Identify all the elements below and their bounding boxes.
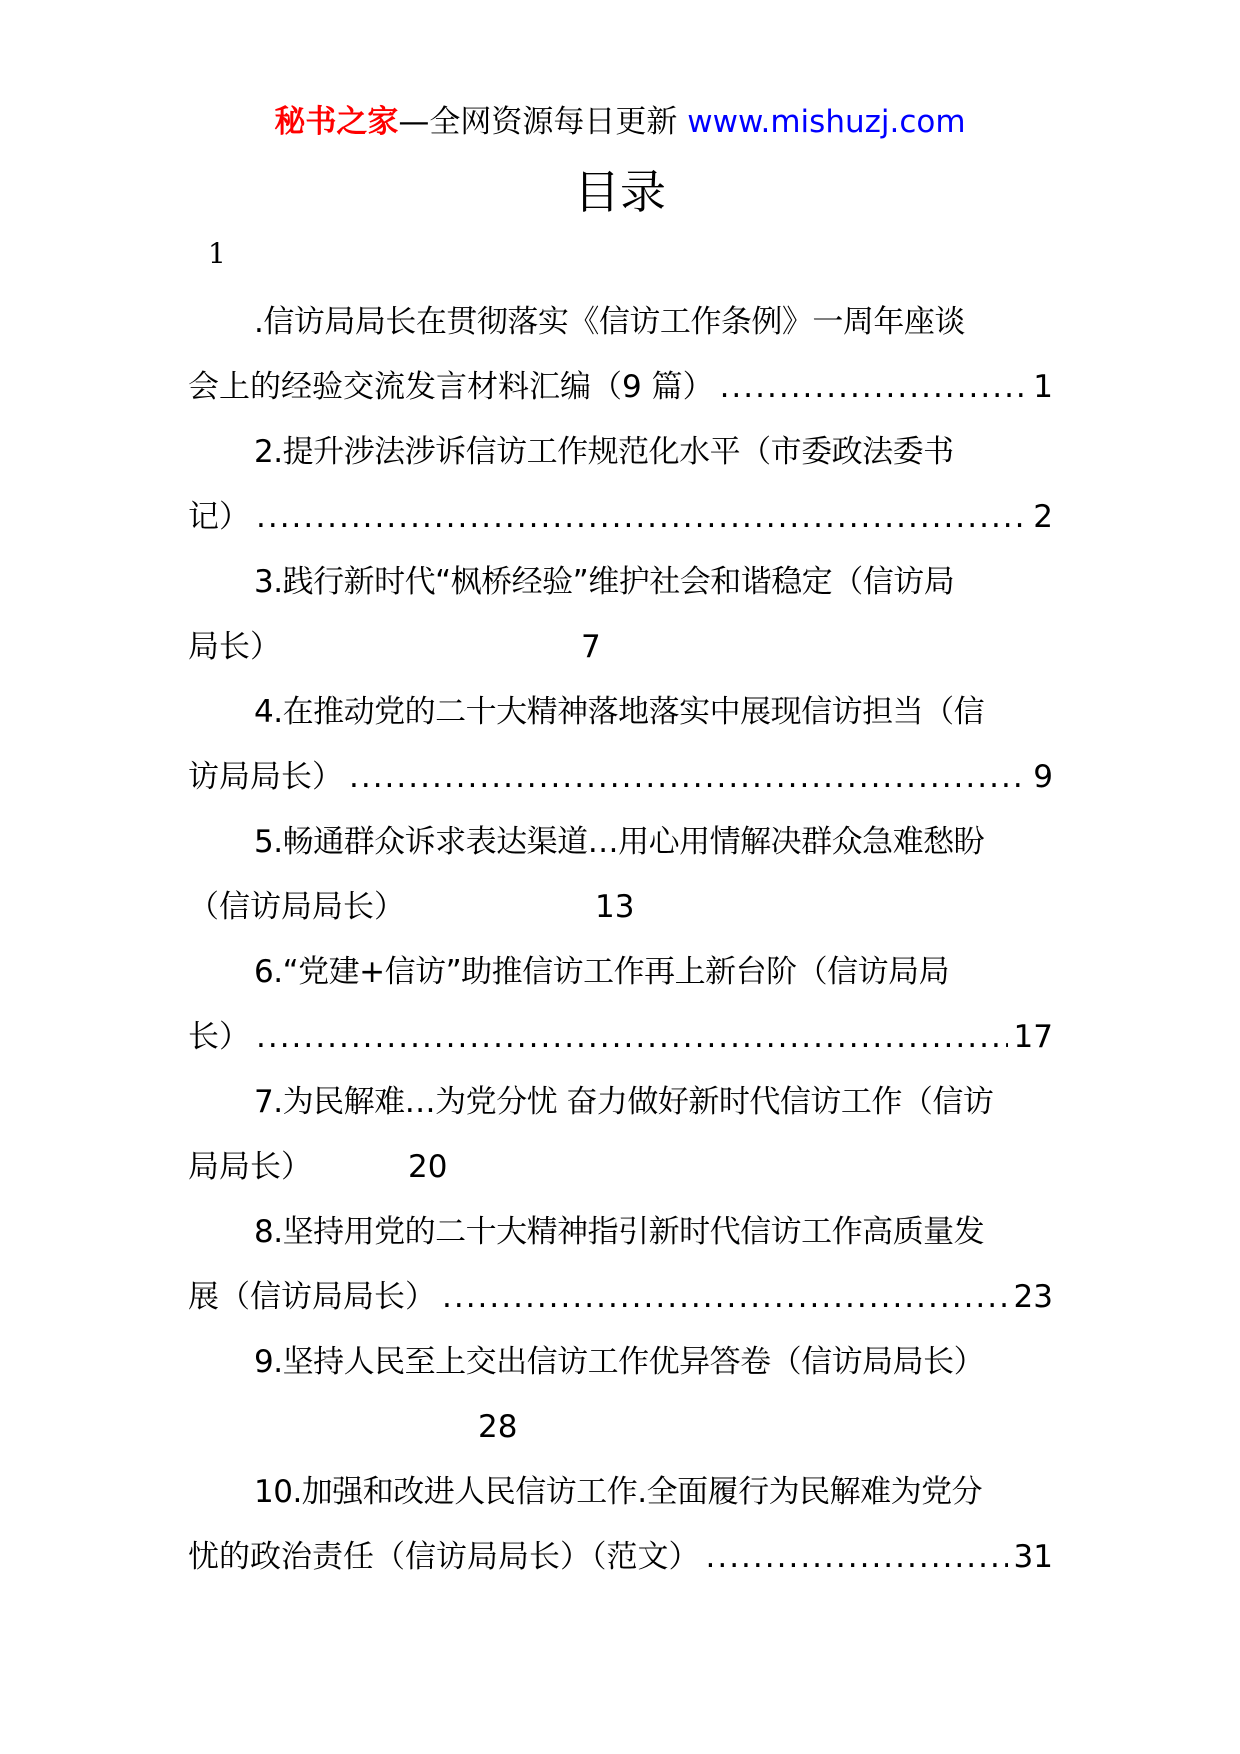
toc-entry-continuation [188,875,1053,940]
toc-entry-continuation [188,615,1053,680]
toc-entry-title-line: 8.坚持用党的二十大精神指引新时代信访工作高质量发 [254,1214,985,1250]
toc-entry-title-end: 展（信访局局长） [188,1279,436,1315]
toc-entry-continuation [188,355,1053,420]
toc-entry-title-line: 9.坚持人民至上交出信访工作优异答卷（信访局局长） [254,1344,985,1380]
toc-entry-page-number: 20 [408,1149,448,1185]
toc-entry-title-line: 7.为民解难…为党分忧 奋力做好新时代信访工作（信访 [254,1084,994,1120]
first-entry-number: 1 [208,237,226,270]
toc-entry-continuation [188,1525,1053,1590]
header-tagline: —全网资源每日更新 [398,104,688,140]
dot-leader [706,1525,1008,1590]
toc-entry-1[interactable] [188,290,1053,420]
toc-entry-10[interactable] [188,1460,1053,1590]
toc-entry-title-end: 忧的政治责任（信访局局长）（范文） [188,1539,700,1575]
site-url-link[interactable]: www.mishuzj.com [687,104,966,140]
toc-entry-title-end: （信访局局长） [188,889,405,925]
toc-entry-title-end: 会上的经验交流发言材料汇编（9 篇） [188,369,714,405]
toc-entry-title-end: 记） [188,499,250,535]
dot-leader [256,485,1027,550]
toc-entry-page-number: 17 [1013,1019,1053,1055]
toc-entry-page-number: 31 [1013,1539,1053,1575]
toc-entry-5[interactable] [188,810,1053,940]
toc-entry-page-number: 28 [478,1409,518,1445]
toc-entry-7[interactable] [188,1070,1053,1200]
toc-entry-title-line: 4.在推动党的二十大精神落地落实中展现信访担当（信 [254,694,985,730]
dot-leader [720,355,1028,420]
toc-entry-3[interactable] [188,550,1053,680]
toc-entry-continuation [188,745,1053,810]
page-title: 目录 [574,165,666,219]
toc-entry-continuation [188,1395,1053,1460]
toc-entry-continuation [188,485,1053,550]
toc-entry-page-number: 13 [595,889,635,925]
toc-entry-title-end: 局局长） [188,1149,312,1185]
toc-entry-title-end: 长） [188,1019,250,1055]
toc-entry-page-number: 23 [1013,1279,1053,1315]
toc-entry-page-number: 1 [1033,369,1053,405]
toc-entry-title-line: 5.畅通群众诉求表达渠道…用心用情解决群众急难愁盼 [254,824,985,860]
toc-entry-title-line: 10.加强和改进人民信访工作.全面履行为民解难为党分 [254,1474,983,1510]
toc-entry-title-line: 3.践行新时代“枫桥经验”维护社会和谐稳定（信访局 [254,564,955,600]
toc-entry-page-number: 2 [1033,499,1053,535]
dot-leader [442,1265,1008,1330]
toc-entry-9[interactable] [188,1330,1053,1460]
dot-leader [256,1005,1008,1070]
toc-entry-title-line: 2.提升涉法涉诉信访工作规范化水平（市委政法委书 [254,434,954,470]
toc-entry-continuation [188,1265,1053,1330]
toc-entry-page-number: 9 [1033,759,1053,795]
toc-entry-continuation [188,1005,1053,1070]
toc-entry-title-end: 访局局长） [188,759,343,795]
toc-entry-page-number: 7 [581,629,601,665]
toc-entry-8[interactable] [188,1200,1053,1330]
toc-entry-2[interactable] [188,420,1053,550]
toc-entry-continuation [188,1135,1053,1200]
toc-entry-title-end: 局长） [188,629,281,665]
toc-entry-4[interactable] [188,680,1053,810]
toc-entry-title-line: .信访局局长在贯彻落实《信访工作条例》一周年座谈 [254,304,965,340]
dot-leader [349,745,1027,810]
toc-entry-6[interactable] [188,940,1053,1070]
brand-name: 秘书之家 [274,104,399,140]
table-of-contents [188,290,1053,1590]
site-header [0,100,1240,144]
toc-entry-title-line: 6.“党建+信访”助推信访工作再上新台阶（信访局局 [254,954,950,990]
